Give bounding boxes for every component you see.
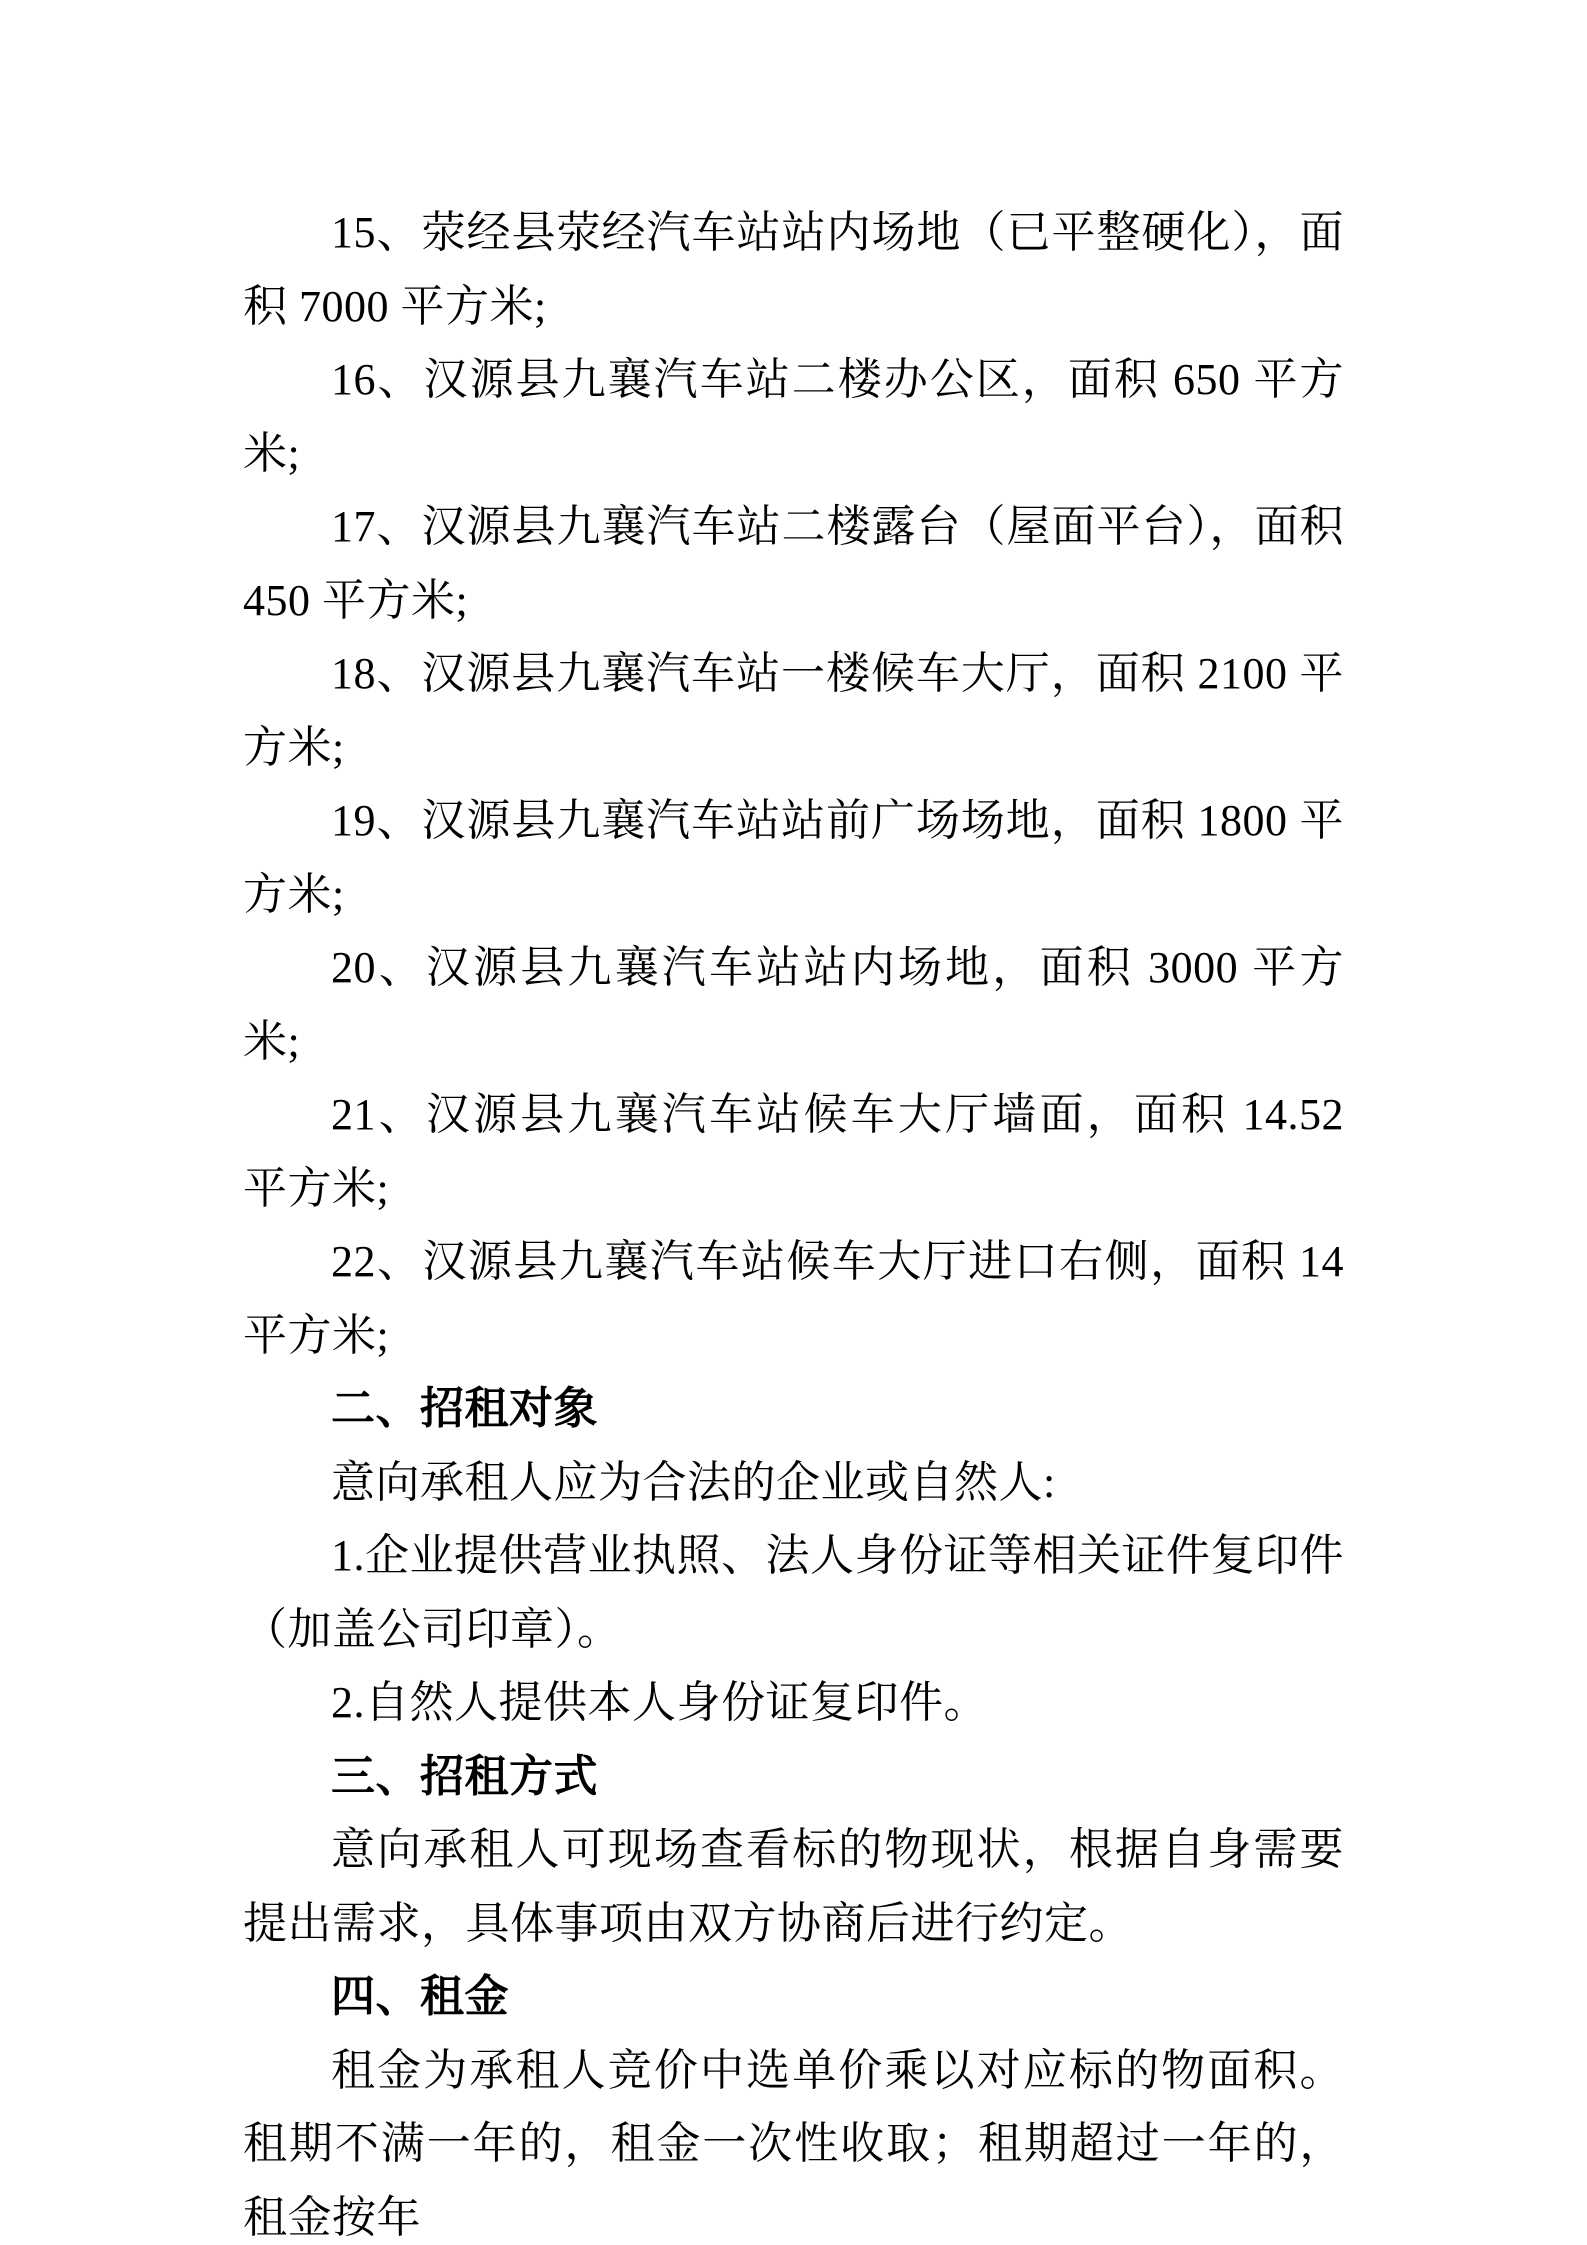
body-paragraph: 16、汉源县九襄汽车站二楼办公区，面积 650 平方米;: [243, 355, 1344, 478]
body-paragraph: 21、汉源县九襄汽车站候车大厅墙面，面积 14.52 平方米;: [243, 1090, 1344, 1213]
section-heading: 三、招租方式: [331, 1751, 598, 1801]
body-paragraph: 17、汉源县九襄汽车站二楼露台（屋面平台），面积 450 平方米;: [243, 502, 1344, 625]
body-paragraph: 15、荥经县荥经汽车站站内场地（已平整硬化），面积 7000 平方米;: [243, 208, 1344, 331]
section-heading: 四、租金: [331, 1972, 509, 2021]
body-paragraph: 2.自然人提供本人身份证复印件。: [331, 1678, 988, 1727]
body-paragraph: 18、汉源县九襄汽车站一楼候车大厅，面积 2100 平方米;: [243, 649, 1344, 772]
body-paragraph: 意向承租人可现场查看标的物现状，根据自身需要提出需求，具体事项由双方协商后进行约定。: [243, 1825, 1344, 1948]
body-paragraph: 19、汉源县九襄汽车站站前广场场地，面积 1800 平方米;: [243, 796, 1344, 919]
body-paragraph: 意向承租人应为合法的企业或自然人:: [331, 1457, 1056, 1507]
body-paragraph: 22、汉源县九襄汽车站候车大厅进口右侧，面积 14 平方米;: [243, 1237, 1344, 1360]
body-paragraph: 租金为承租人竞价中选单价乘以对应标的物面积。租期不满一年的，租金一次性收取；租期超过一年的，租金按年: [243, 2045, 1344, 2242]
body-paragraph: 1.企业提供营业执照、法人身份证等相关证件复印件（加盖公司印章）。: [243, 1531, 1344, 1654]
document-content: [243, 0, 1344, 2245]
section-heading: 二、招租对象: [331, 1384, 598, 1433]
body-paragraph: 20、汉源县九襄汽车站站内场地，面积 3000 平方米;: [243, 943, 1344, 1066]
